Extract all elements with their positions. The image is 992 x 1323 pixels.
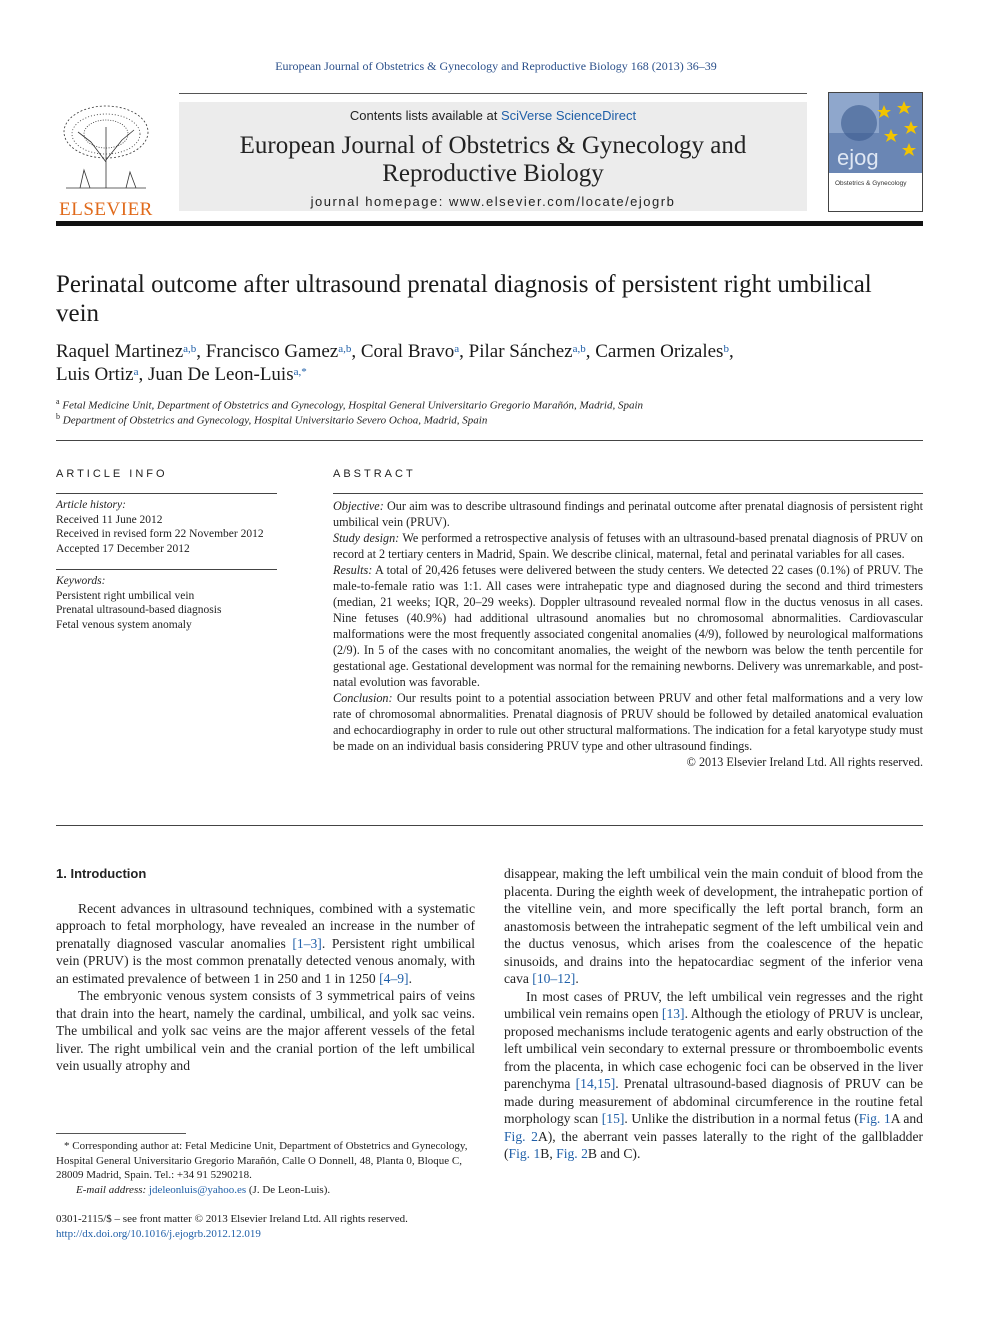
keyword: Fetal venous system anomaly — [56, 618, 192, 631]
divider — [56, 569, 277, 570]
abstract-heading: ABSTRACT — [333, 468, 416, 480]
journal-citation[interactable]: European Journal of Obstetrics & Gynecology and Reproductive Biology 168 (2013) 36–39 — [275, 59, 717, 73]
header-thick-rule — [56, 221, 923, 226]
reference-link[interactable]: [1–3] — [292, 935, 322, 951]
figure-link[interactable]: Fig. 1 — [858, 1111, 891, 1126]
abstract-conclusion: Conclusion: Our results point to a potential association between PRUV and other fetal malformations and a very low rate of chromosomal abnormalities. Prenatal diagnosis of PRUV should be followed by detailed anatomical evaluation and echocardiography in order to rule out other structural malformations. The indication for a fetal karyotype study must be made on an individual basis considering PRUV type and other ultrasound findings. — [333, 691, 923, 753]
cover-subtitle: Obstetrics & Gynecology — [835, 180, 907, 187]
accepted-date: Accepted 17 December 2012 — [56, 542, 190, 555]
received-date: Received 11 June 2012 — [56, 513, 163, 526]
paragraph: The embryonic venous system consists of 3 symmetrical pairs of veins that drain into the heart, namely the cardinal, umbilical, and yolk sac veins. The umbilical and yolk sac veins are the major afferent vessels of the fetal liver. The right umbilical vein and the cranial portion of the left umbilical vein usually atrophy and — [56, 988, 475, 1073]
reference-link[interactable]: [15] — [601, 1111, 625, 1126]
author[interactable]: Pilar Sánchez$^{a,b}$, — [468, 341, 596, 362]
cover-logo-text: ejog — [837, 145, 879, 170]
abstract-results: Results: A total of 20,426 fetuses were delivered between the study centers. We detected 22 cases (0.1%) of PRUV. The male-to-female ratio was 1:1. All cases were intrahepatic type and diagnosed during the second and third trimesters (median, 21 weeks; IQR, 20–29 weeks). Doppler ultrasound revealed normal flow in the ductus venosus in all cases. Nine fetuses (40.9%) had additional ultrasound anomalies but no chromosomal abnormalities. Cardiovascular malformations were the most frequently associated congenital anomalies (4/9), followed by neurological malformations (2/9). In 5 of the cases with no concomitant anomalies, the weight of the newborn was below the tenth percentile for gestational age. Gestational development was normal for the remaining newborns. Delivery was unremarkable, and post-natal evolution was favorable. — [333, 563, 923, 689]
journal-header — [179, 102, 807, 211]
article-title: Perinatal outcome after ultrasound prenatal diagnosis of persistent right umbilical vein — [56, 271, 872, 327]
corresponding-author-footnote: * Corresponding author at: Fetal Medicine Unit, Department of Obstetrics and Gynecology, Hospital General Universitario Gregorio Marañón, Calle O Donnell, 48, Planta 0, Bloque C, 28009 Madrid, Spain. Tel.: +34 91 5290218. E-mail address: jdeleonluis@yahoo.es (J. De Leon-Luis). — [56, 1140, 468, 1196]
abstract-objective: Objective: Our aim was to describe ultrasound findings and perinatal outcome after prenatal diagnosis of persistent right umbilical vein (PRUV). — [333, 499, 923, 529]
divider — [56, 440, 923, 441]
keywords — [56, 574, 277, 632]
header-top-rule — [179, 93, 807, 94]
section-heading: 1. Introduction — [56, 866, 147, 881]
author[interactable]: Juan De Leon-Luis$^{a,*}$ — [147, 364, 307, 385]
divider — [56, 825, 923, 826]
sciencedirect-link[interactable]: SciVerse ScienceDirect — [500, 108, 637, 123]
affiliation-b: $^b$ Department of Obstetrics and Gynecology, Hospital Universitario Severo Ochoa, Madrid, Spain — [56, 412, 488, 427]
article-info-heading: ARTICLE INFO — [56, 468, 168, 480]
footnote-rule — [56, 1133, 186, 1134]
paragraph: In most cases of PRUV, the left umbilical vein regresses and the right umbilical vein remains open [13]. Although the etiology of PRUV is unclear, proposed mechanisms include teratogenic agents and early obstruction of the left umbilical vein secondary to external pressure or thromboembolic events from the placenta, in which case echogenic foci can be observed in the liver parenchyma [14,15]. Prenatal ultrasound-based diagnosis of PRUV can be made during measurement of abdominal circumference in the routine fetal morphology scan [15]. Unlike the distribution in a normal fetus (Fig. 1A and Fig. 2A), the aberrant vein passes laterally to the right of the gallbladder (Fig. 1B, Fig. 2B and C). — [504, 988, 924, 1161]
figure-link[interactable]: Fig. 2 — [556, 1146, 588, 1161]
journal-cover-image — [828, 92, 923, 212]
elsevier-wordmark: ELSEVIER — [59, 199, 153, 220]
issn-line: 0301-2115/$ – see front matter © 2013 Elsevier Ireland Ltd. All rights reserved. — [56, 1213, 408, 1225]
figure-link[interactable]: Fig. 2 — [504, 1128, 538, 1144]
doi-link[interactable]: http://dx.doi.org/10.1016/j.ejogrb.2012.12.019 — [56, 1228, 261, 1240]
author[interactable]: Luis Ortiz$^a$, — [56, 364, 148, 385]
elsevier-logo — [56, 102, 156, 220]
history-label: Article history: — [56, 499, 126, 511]
divider — [333, 493, 923, 494]
revised-date: Received in revised form 22 November 2012 — [56, 528, 264, 540]
reference-link[interactable]: [13] — [661, 1006, 685, 1021]
author[interactable]: Francisco Gamez$^{a,b}$, — [205, 341, 361, 362]
author-list — [56, 340, 936, 386]
email-link[interactable]: jdeleonluis@yahoo.es — [148, 1183, 247, 1196]
author[interactable]: Carmen Orizales$^b$, — [595, 341, 734, 362]
journal-name: European Journal of Obstetrics & Gynecology and Reproductive Biology — [239, 132, 747, 187]
keywords-label: Keywords: — [56, 575, 106, 587]
copyright: © 2013 Elsevier Ireland Ltd. All rights reserved. — [686, 755, 923, 769]
reference-link[interactable]: [14,15] — [575, 1076, 616, 1091]
author[interactable]: Raquel Martinez$^{a,b}$, — [56, 341, 206, 362]
paragraph: Recent advances in ultrasound techniques, combined with a systematic approach to fetal morphology, have revealed an increase in the number of prenatally diagnosed vascular anomalies [1–3]. Persistent right umbilical vein (PRUV) is the most common prenatally detected venous anomaly, with an estimated prevalence of between 1 in 250 and 1 in 1250 [4–9]. — [56, 900, 475, 986]
figure-link[interactable]: Fig. 1 — [508, 1146, 541, 1161]
journal-homepage[interactable]: journal homepage: www.elsevier.com/locate/ejogrb — [310, 194, 676, 209]
reference-link[interactable]: [10–12] — [532, 971, 576, 986]
affiliation-a: $^a$ Fetal Medicine Unit, Department of Obstetrics and Gynecology, Hospital General Universitario Gregorio Marañón, Madrid, Spain — [56, 397, 643, 412]
contents-line — [179, 108, 807, 123]
front-matter — [56, 1212, 556, 1242]
paragraph: disappear, making the left umbilical vein the main conduit of blood from the placenta. During the eighth week of development, the intrahepatic portion of the vitelline vein, and more specifically the left portal branch, form an anastomosis between the intrahepatic segment of the left umbilical vein and the ductus venosus, which arises from the coalescence of the hepatic sinusoids, and drains into the hepatocardiac segment of the inferior vena cava [10–12]. — [504, 866, 923, 986]
reference-link[interactable]: [4–9] — [379, 970, 409, 986]
author[interactable]: Coral Bravo$^a$, — [360, 341, 469, 362]
body-column-left — [56, 865, 475, 1075]
abstract-body — [333, 498, 923, 770]
contents-prefix: Contents lists available at — [349, 108, 501, 123]
elsevier-tree-icon — [56, 102, 156, 192]
keyword: Prenatal ultrasound-based diagnosis — [56, 604, 222, 616]
body-column-right — [504, 865, 923, 1163]
journal-cover-icon — [829, 93, 922, 211]
divider — [56, 493, 277, 494]
article-history — [56, 498, 277, 556]
keyword: Persistent right umbilical vein — [56, 589, 195, 602]
abstract-design: Study design: We performed a retrospective analysis of fetuses with an ultrasound-based prenatal diagnosis of PRUV on record at 2 tertiary centers in Madrid, Spain. We describe clinical, maternal, fetal and perinatal variables for all cases. — [333, 531, 923, 561]
